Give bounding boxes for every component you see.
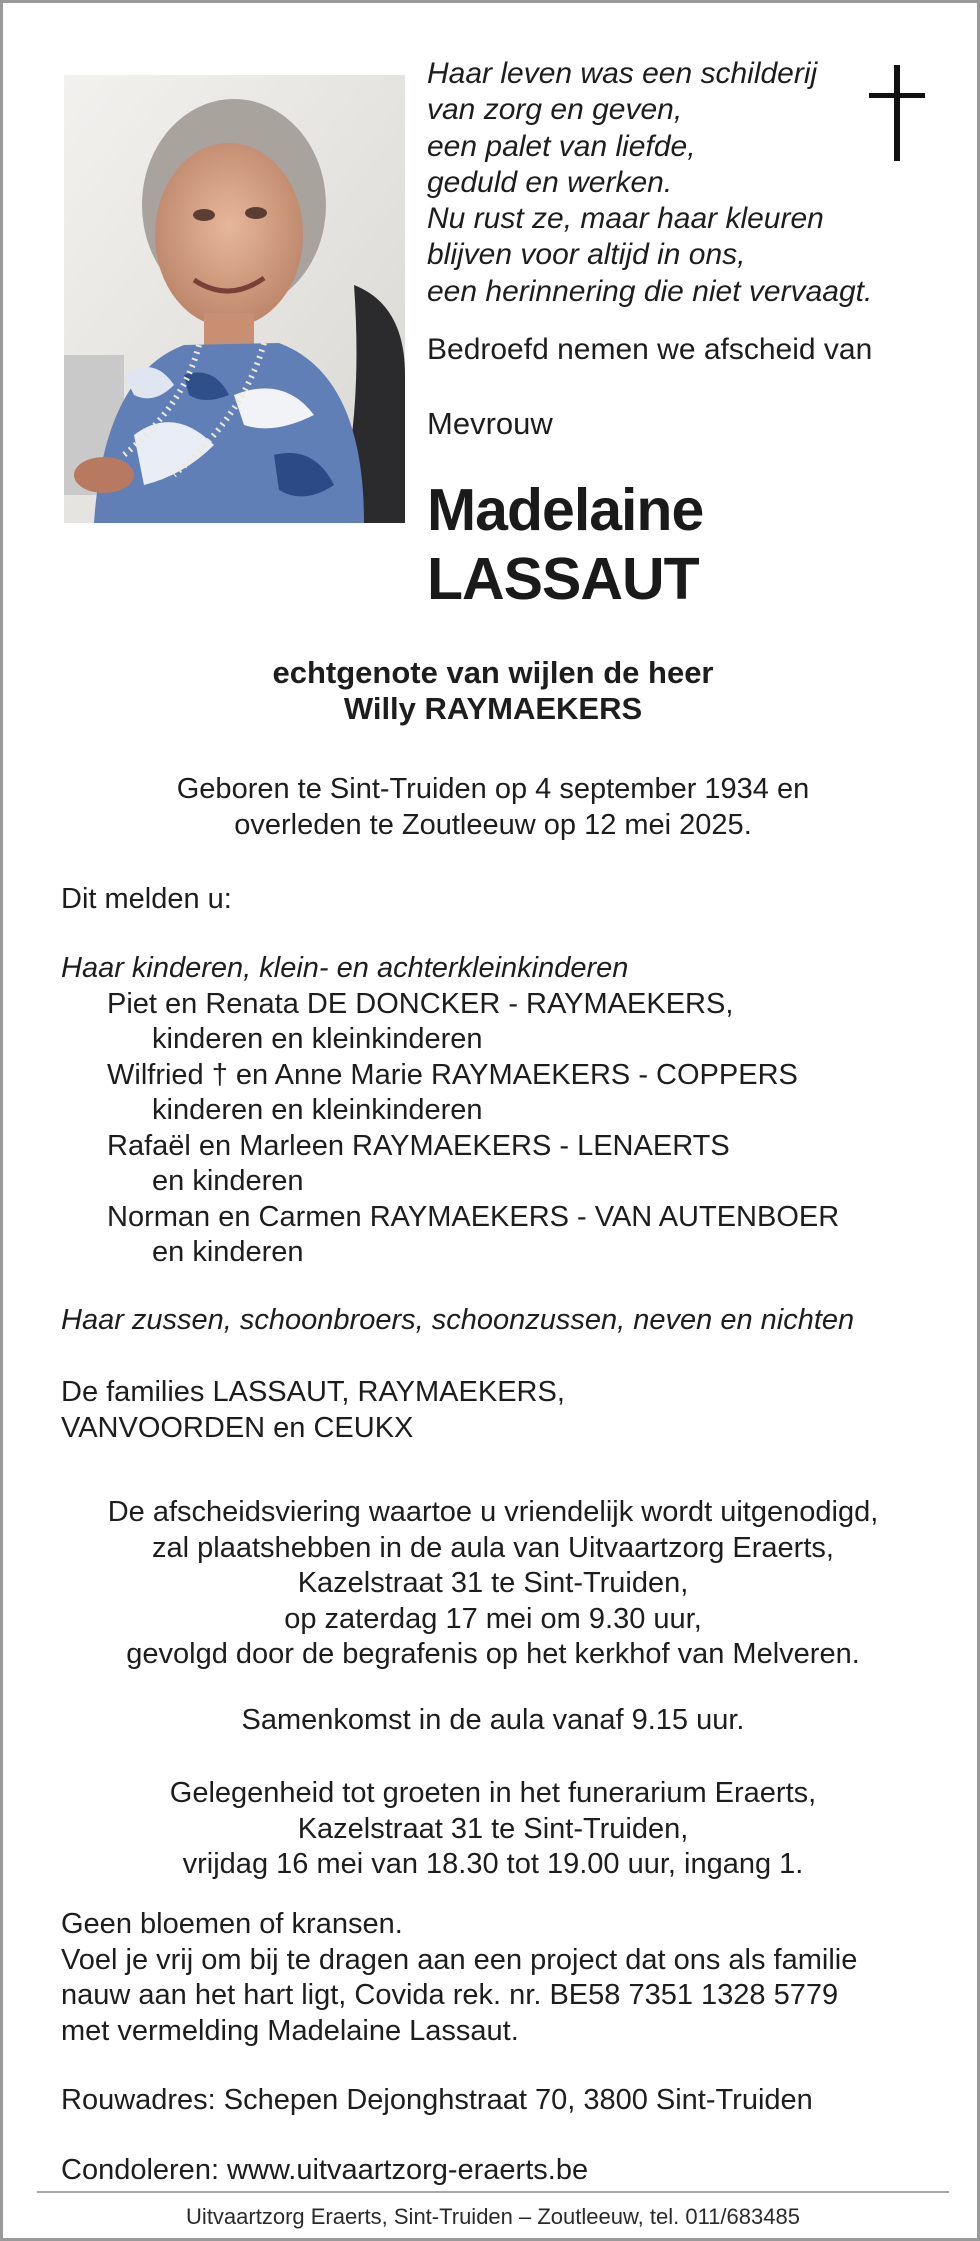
flowers-section (61, 1907, 857, 2049)
spouse-info (3, 655, 980, 727)
family-line: Rafaël en Marleen RAYMAEKERS - LENAERTS (107, 1129, 730, 1162)
family-line: en kinderen (152, 1165, 304, 1197)
flowers-line: Voel je vrij om bij te dragen aan een project dat ons als familie (61, 1943, 858, 1976)
visitation-line: Gelegenheid tot groeten in het funerarium Eraerts, (169, 1777, 817, 1809)
ceremony-info (3, 1495, 980, 1673)
family-line: kinderen en kleinkinderen (152, 1094, 483, 1126)
birth-death-info (3, 771, 980, 843)
poem (427, 56, 907, 310)
footer-divider (37, 2191, 949, 2193)
poem-line: Haar leven was een schilderij (427, 57, 818, 90)
honorific: Mevrouw (427, 406, 553, 441)
flowers-line: met vermelding Madelaine Lassaut. (61, 2014, 519, 2047)
visitation-info (3, 1776, 980, 1883)
poem-line: blijven voor altijd in ons, (427, 238, 746, 272)
poem-line: Nu rust ze, maar haar kleuren (427, 202, 824, 236)
poem-line: van zorg en geven, (427, 93, 683, 127)
siblings-text: Haar zussen, schoonbroers, schoonzussen, neven en nichten (61, 1304, 855, 1336)
intro-text: Bedroefd nemen we afscheid van (427, 333, 873, 366)
visitation-line: Kazelstraat 31 te Sint-Truiden, (297, 1812, 689, 1845)
portrait-photo (64, 75, 405, 523)
family-line: kinderen en kleinkinderen (152, 1023, 483, 1055)
families-line: VANVOORDEN en CEUKX (61, 1411, 414, 1444)
visitation-line: vrijdag 16 mei van 18.30 tot 19.00 uur, ingang 1. (182, 1848, 804, 1880)
gathering-text: Samenkomst in de aula vanaf 9.15 uur. (241, 1704, 745, 1736)
family-line: en kinderen (152, 1236, 304, 1268)
ceremony-line: De afscheidsviering waartoe u vriendelijk wordt uitgenodigd, (107, 1496, 879, 1528)
poem-line: een herinnering die niet vervaagt. (427, 274, 873, 308)
deceased-name (427, 476, 703, 614)
ceremony-line: zal plaatshebben in de aula van Uitvaartzorg Eraerts, (152, 1531, 834, 1564)
family-line: Norman en Carmen RAYMAEKERS - VAN AUTENBOER (107, 1200, 840, 1233)
condolences-link[interactable]: Condoleren: www.uitvaartzorg-eraerts.be (61, 2154, 589, 2186)
footer-text: Uitvaartzorg Eraerts, Sint-Truiden – Zoutleeuw, tel. 011/683485 (186, 2204, 800, 2229)
family-line: Piet en Renata DE DONCKER - RAYMAEKERS, (107, 987, 734, 1020)
poem-line: geduld en werken. (427, 165, 673, 199)
families-line: De families LASSAUT, RAYMAEKERS, (61, 1376, 565, 1408)
flowers-line: Geen bloemen of kransen. (61, 1908, 403, 1940)
spouse-line: echtgenote van wijlen de heer (272, 655, 714, 690)
death-line: overleden te Zoutleeuw op 12 mei 2025. (234, 809, 752, 841)
ceremony-line: gevolgd door de begrafenis op het kerkhof van Melveren. (126, 1638, 860, 1670)
first-name: Madelaine (427, 477, 704, 543)
poem-line: een palet van liefde, (427, 129, 696, 163)
last-name: LASSAUT (427, 546, 699, 612)
flowers-line: nauw aan het hart ligt, Covida rek. nr. BE58 7351 1328 5779 (61, 1979, 839, 2011)
announce-text: Dit melden u: (61, 883, 232, 915)
families-section (61, 1375, 565, 1446)
family-line: Wilfried † en Anne Marie RAYMAEKERS - COPPERS (107, 1058, 798, 1091)
birth-line: Geboren te Sint-Truiden op 4 september 1934 en (176, 773, 810, 805)
ceremony-line: Kazelstraat 31 te Sint-Truiden, (297, 1567, 689, 1599)
spouse-name: Willy RAYMAEKERS (343, 691, 643, 726)
mourning-address: Rouwadres: Schepen Dejonghstraat 70, 3800 Sint-Truiden (61, 2084, 813, 2116)
children-section (61, 951, 839, 1271)
ceremony-line: op zaterdag 17 mei om 9.30 uur, (284, 1602, 702, 1635)
children-heading: Haar kinderen, klein- en achterkleinkinderen (61, 952, 629, 984)
